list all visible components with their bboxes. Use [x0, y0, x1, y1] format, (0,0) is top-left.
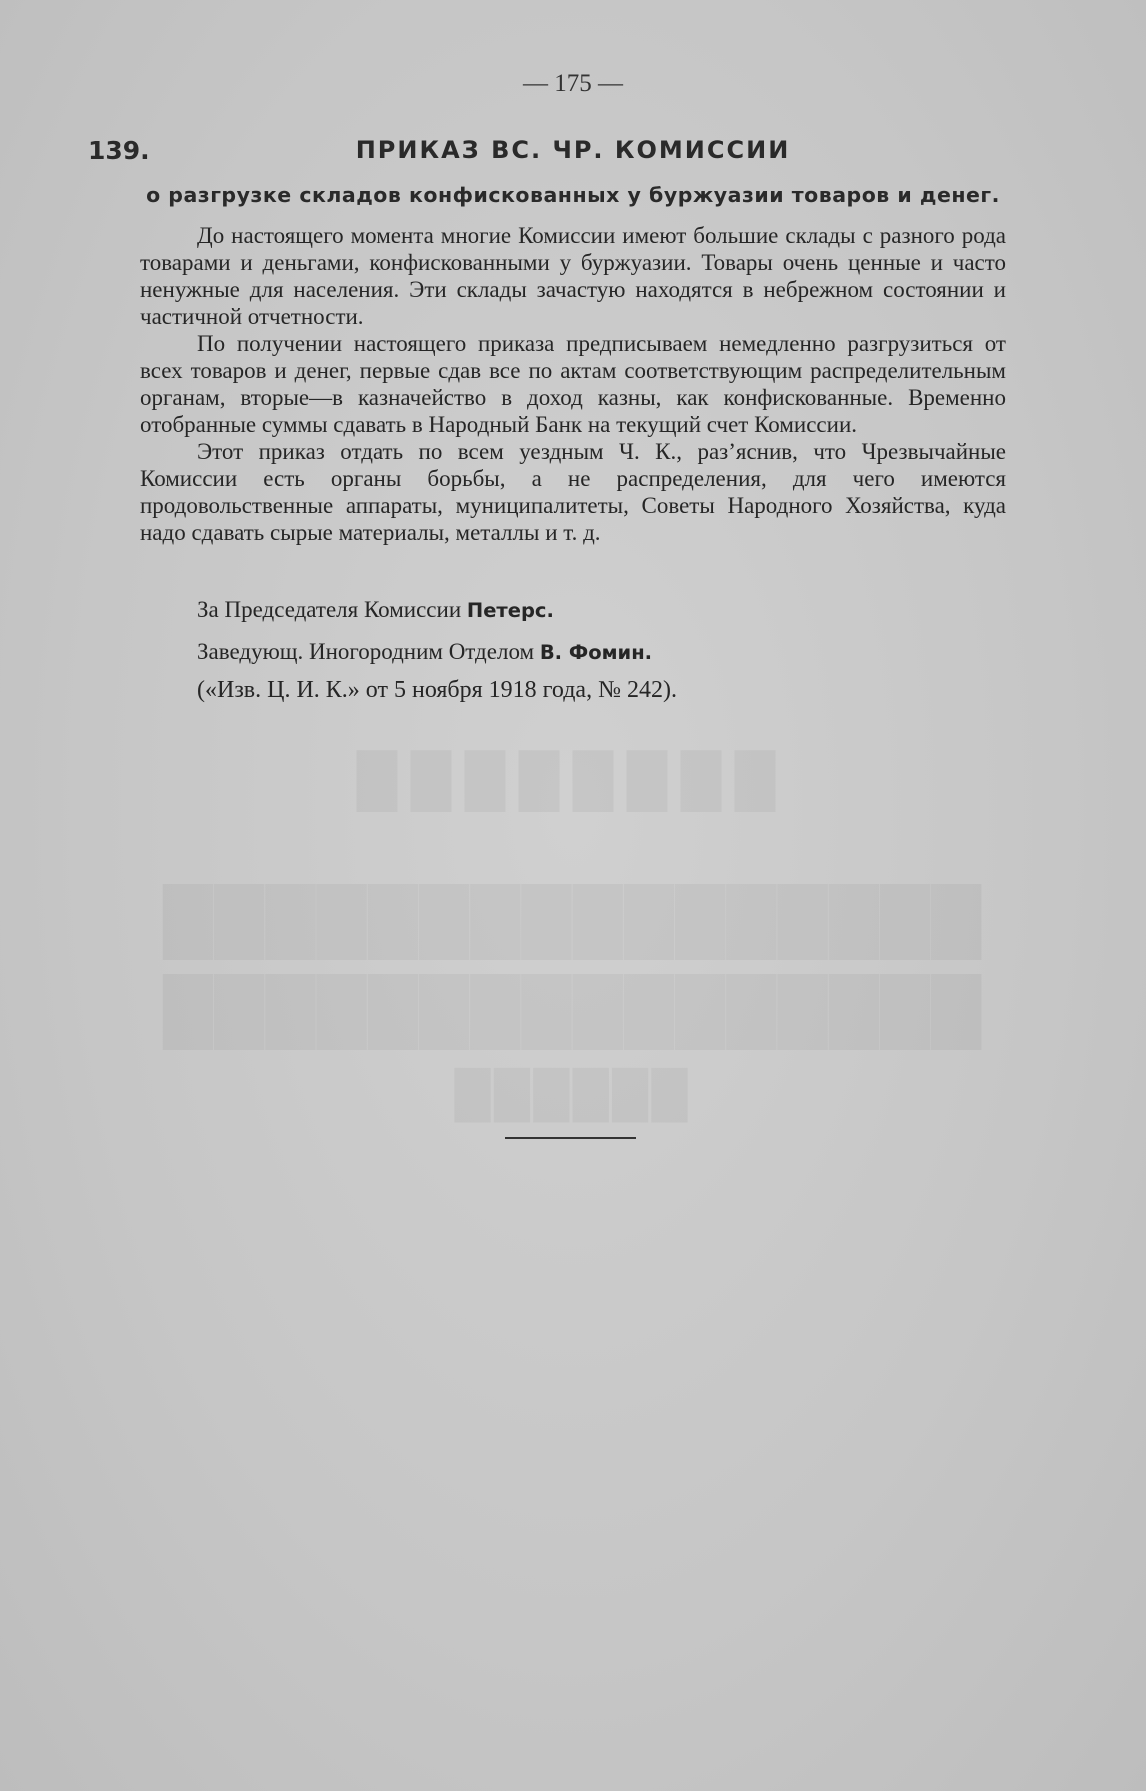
- document-number: 139.: [88, 136, 150, 165]
- bleed-through-decoration: ████████████████: [163, 886, 983, 960]
- signature-role: Заведующ. Иногородним Отделом: [197, 639, 535, 664]
- bleed-through-decoration: ████████: [357, 752, 789, 812]
- end-rule: [505, 1137, 636, 1139]
- paragraph-3: Этот приказ отдать по всем уездным Ч. К., раз’яснив, что Чрезвычайные Комиссии есть органы борьбы, а не распределения, для чего имеются продовольственные аппараты, муниципалитеты, Советы Народного Хозяйства, куда надо сдавать сырые материалы, металлы и т. д.: [140, 439, 1006, 545]
- paragraph-2: По получении настоящего приказа предписываем немедленно разгрузиться от всех товаров и денег, первые сдав все по актам соответствующим распределительным органам, вторые—в казначейство в доход казны, как конфискованные. Временно отобранные суммы сдавать в Народный Банк на текущий счет Комиссии.: [140, 331, 1006, 437]
- signature-chairman: [197, 597, 554, 623]
- paragraph-1: До настоящего момента многие Комиссии имеют большие склады с разного рода товарами и деньгами, конфискованными у буржуазии. Товары очень ценные и часто ненужные для населения. Эти склады зачастую находятся в небрежном состоянии и частичной отчетности.: [140, 223, 1006, 329]
- page-number: — 175 —: [523, 70, 623, 97]
- document-title: ПРИКАЗ ВС. ЧР. КОМИССИИ: [355, 136, 791, 164]
- bleed-through-decoration: ██████: [454, 1068, 692, 1122]
- document-subtitle: о разгрузке складов конфискованных у буржуазии товаров и денег.: [146, 183, 1000, 207]
- signature-name: Петерс.: [466, 599, 554, 622]
- source-citation: («Изв. Ц. И. К.» от 5 ноября 1918 года, № 242).: [197, 677, 677, 703]
- document-body: [140, 222, 1006, 546]
- signature-role: За Председателя Комиссии: [197, 597, 462, 622]
- signature-name: В. Фомин.: [539, 641, 653, 664]
- signature-department-head: [197, 639, 652, 665]
- bleed-through-decoration: ████████████████: [163, 976, 983, 1050]
